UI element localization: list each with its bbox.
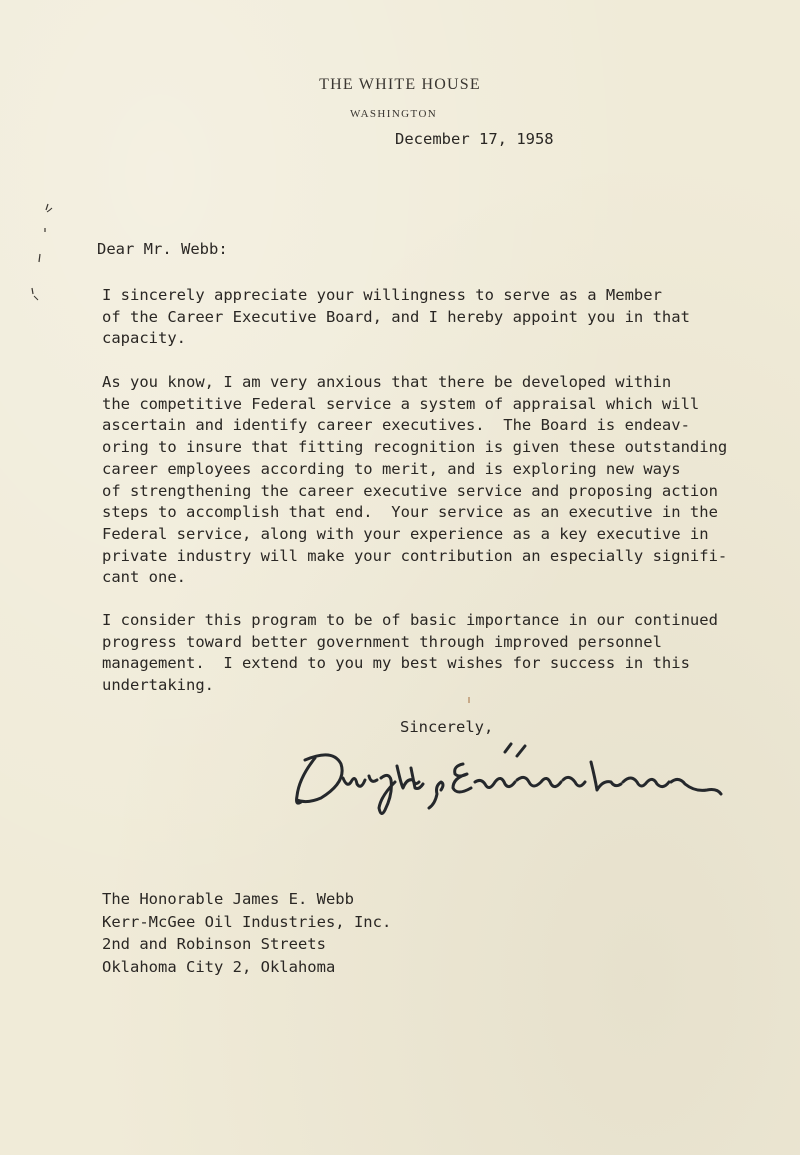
- address-line: Oklahoma City 2, Oklahoma: [102, 957, 336, 976]
- recipient-address: [102, 888, 391, 978]
- paragraph-1: [102, 285, 762, 350]
- margin-pencil-marks: [28, 196, 58, 306]
- address-line: Kerr-McGee Oil Industries, Inc.: [102, 912, 392, 931]
- signature-image: [285, 738, 730, 833]
- paragraph-2: [102, 372, 762, 589]
- paragraph-line: cant one.: [102, 568, 186, 587]
- address-line: 2nd and Robinson Streets: [102, 935, 326, 953]
- paragraph-line: management. I extend to you my best wishes for success in this: [102, 654, 690, 673]
- paragraph-line: As you know, I am very anxious that there be developed within: [102, 373, 672, 391]
- paragraph-line: I sincerely appreciate your willingness to serve as a Member: [102, 286, 662, 304]
- closing: Sincerely,: [400, 718, 494, 736]
- paragraph-line: steps to accomplish that end. Your service as an executive in the: [102, 503, 718, 522]
- letterhead-city: WASHINGTON: [350, 108, 438, 120]
- letter-date: December 17, 1958: [395, 130, 554, 148]
- letterhead-title-text: THE WHITE HOUSE: [319, 76, 481, 93]
- paper-blemish: [468, 697, 470, 703]
- paragraph-line: Federal service, along with your experience as a key executive in: [102, 524, 709, 543]
- paragraph-line: undertaking.: [102, 676, 214, 695]
- paragraph-line: the competitive Federal service a system of appraisal which will: [102, 394, 700, 413]
- paragraph-line: career employees according to merit, and is exploring new ways: [102, 459, 681, 478]
- paragraph-line: of the Career Executive Board, and I hereby appoint you in that: [102, 307, 690, 326]
- paragraph-line: capacity.: [102, 329, 186, 348]
- paragraph-line: progress toward better government through improved personnel: [102, 632, 662, 651]
- paragraph-line: oring to insure that fitting recognition is given these outstanding: [102, 438, 728, 457]
- paragraph-line: of strengthening the career executive service and proposing action: [102, 481, 718, 500]
- address-line: The Honorable James E. Webb: [102, 890, 354, 908]
- salutation: Dear Mr. Webb:: [97, 240, 228, 258]
- paragraph-line: I consider this program to be of basic importance in our continued: [102, 611, 718, 629]
- paragraph-line: ascertain and identify career executives. The Board is endeav-: [102, 416, 690, 435]
- paragraph-3: [102, 610, 762, 697]
- letterhead-title: [0, 76, 800, 94]
- paragraph-line: private industry will make your contribution an especially signifi-: [102, 546, 728, 565]
